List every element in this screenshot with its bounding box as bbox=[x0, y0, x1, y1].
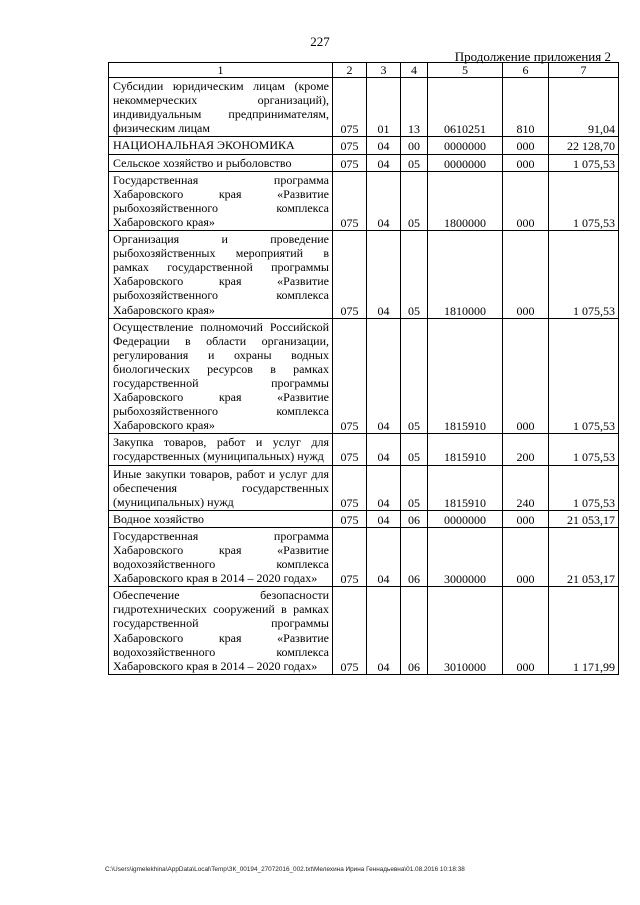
row-value-cell: 075 bbox=[333, 78, 367, 137]
header-cell: 1 bbox=[109, 63, 333, 78]
row-value-cell: 075 bbox=[333, 231, 367, 319]
row-name-cell: Сельское хозяйство и рыболовство bbox=[109, 154, 333, 171]
row-value-cell: 000 bbox=[503, 154, 549, 171]
row-value-cell: 1800000 bbox=[428, 171, 503, 230]
row-value-cell: 075 bbox=[333, 465, 367, 510]
row-value-cell: 05 bbox=[401, 465, 428, 510]
row-value-cell: 1 075,53 bbox=[549, 231, 619, 319]
row-value-cell: 04 bbox=[367, 434, 401, 465]
table-row bbox=[109, 78, 619, 137]
table-row bbox=[109, 137, 619, 154]
table-row bbox=[109, 527, 619, 586]
row-value-cell: 1 075,53 bbox=[549, 171, 619, 230]
row-value-cell: 200 bbox=[503, 434, 549, 465]
table-row bbox=[109, 465, 619, 510]
row-value-cell: 91,04 bbox=[549, 78, 619, 137]
row-name-cell: НАЦИОНАЛЬНАЯ ЭКОНОМИКА bbox=[109, 137, 333, 154]
header-cell: 7 bbox=[549, 63, 619, 78]
row-value-cell: 04 bbox=[367, 318, 401, 434]
header-row bbox=[109, 63, 619, 78]
header-cell: 3 bbox=[367, 63, 401, 78]
row-name-cell: Организация и проведение рыбохозяйственных мероприятий в рамках государственной программы Хабаровского края «Развитие рыбохозяйственного комплекса Хабаровского края» bbox=[109, 231, 333, 319]
row-value-cell: 05 bbox=[401, 231, 428, 319]
page-number: 227 bbox=[310, 34, 330, 49]
row-name-cell: Обеспечение безопасности гидротехнических сооружений в рамках государственной программы Хабаровского края «Развитие водохозяйственного комплекса Хабаровского края в 2014 – 2020 годах» bbox=[109, 587, 333, 675]
row-value-cell: 01 bbox=[367, 78, 401, 137]
row-value-cell: 1 075,53 bbox=[549, 154, 619, 171]
row-value-cell: 075 bbox=[333, 527, 367, 586]
row-name-cell: Государственная программа Хабаровского края «Развитие водохозяйственного комплекса Хабаровского края в 2014 – 2020 годах» bbox=[109, 527, 333, 586]
row-value-cell: 06 bbox=[401, 510, 428, 527]
row-value-cell: 13 bbox=[401, 78, 428, 137]
row-name-cell: Субсидии юридическим лицам (кроме некоммерческих организаций), индивидуальным предпринимателям, физическим лицам bbox=[109, 78, 333, 137]
table-row bbox=[109, 510, 619, 527]
row-name-cell: Водное хозяйство bbox=[109, 510, 333, 527]
row-value-cell: 0000000 bbox=[428, 154, 503, 171]
row-value-cell: 075 bbox=[333, 137, 367, 154]
row-value-cell: 1815910 bbox=[428, 318, 503, 434]
row-value-cell: 000 bbox=[503, 171, 549, 230]
header-cell: 2 bbox=[333, 63, 367, 78]
row-value-cell: 1810000 bbox=[428, 231, 503, 319]
row-value-cell: 1815910 bbox=[428, 465, 503, 510]
table-row bbox=[109, 171, 619, 230]
row-value-cell: 000 bbox=[503, 587, 549, 675]
row-value-cell: 1 171,99 bbox=[549, 587, 619, 675]
row-value-cell: 3000000 bbox=[428, 527, 503, 586]
row-name-cell: Закупка товаров, работ и услуг для государственных (муниципальных) нужд bbox=[109, 434, 333, 465]
file-path-footer: C:\Users\igmelekhina\AppData\Local\Temp\ЗК_00194_27072016_002.txt\Мелехина Ирина Геннадьевна\01.08.2016 10:18:38 bbox=[105, 866, 465, 873]
row-value-cell: 04 bbox=[367, 171, 401, 230]
row-value-cell: 21 053,17 bbox=[549, 510, 619, 527]
row-value-cell: 04 bbox=[367, 510, 401, 527]
row-value-cell: 21 053,17 bbox=[549, 527, 619, 586]
row-value-cell: 06 bbox=[401, 587, 428, 675]
row-value-cell: 0000000 bbox=[428, 510, 503, 527]
table-row bbox=[109, 231, 619, 319]
row-value-cell: 3010000 bbox=[428, 587, 503, 675]
row-name-cell: Осуществление полномочий Российской Федерации в области организации, регулирования и охраны водных биологических ресурсов в рамках государственной программы Хабаровского края «Развитие рыбохозяйственного комплекса Хабаровского края» bbox=[109, 318, 333, 434]
row-value-cell: 1 075,53 bbox=[549, 434, 619, 465]
table-row bbox=[109, 318, 619, 434]
row-value-cell: 1 075,53 bbox=[549, 318, 619, 434]
row-value-cell: 1 075,53 bbox=[549, 465, 619, 510]
header-cell: 4 bbox=[401, 63, 428, 78]
row-value-cell: 000 bbox=[503, 231, 549, 319]
row-value-cell: 04 bbox=[367, 587, 401, 675]
row-value-cell: 05 bbox=[401, 318, 428, 434]
row-value-cell: 240 bbox=[503, 465, 549, 510]
row-value-cell: 06 bbox=[401, 527, 428, 586]
header-cell: 5 bbox=[428, 63, 503, 78]
row-value-cell: 075 bbox=[333, 318, 367, 434]
row-value-cell: 075 bbox=[333, 434, 367, 465]
continuation-caption: Продолжение приложения 2 bbox=[454, 49, 611, 64]
row-value-cell: 05 bbox=[401, 154, 428, 171]
row-value-cell: 0000000 bbox=[428, 137, 503, 154]
row-value-cell: 04 bbox=[367, 137, 401, 154]
row-value-cell: 05 bbox=[401, 434, 428, 465]
row-value-cell: 000 bbox=[503, 510, 549, 527]
row-value-cell: 0610251 bbox=[428, 78, 503, 137]
row-value-cell: 00 bbox=[401, 137, 428, 154]
row-value-cell: 04 bbox=[367, 465, 401, 510]
row-value-cell: 810 bbox=[503, 78, 549, 137]
row-value-cell: 22 128,70 bbox=[549, 137, 619, 154]
row-value-cell: 000 bbox=[503, 527, 549, 586]
row-value-cell: 04 bbox=[367, 527, 401, 586]
row-name-cell: Иные закупки товаров, работ и услуг для обеспечения государственных (муниципальных) нужд bbox=[109, 465, 333, 510]
row-value-cell: 04 bbox=[367, 231, 401, 319]
row-value-cell: 1815910 bbox=[428, 434, 503, 465]
table-row bbox=[109, 434, 619, 465]
row-value-cell: 075 bbox=[333, 587, 367, 675]
row-value-cell: 075 bbox=[333, 510, 367, 527]
budget-table bbox=[108, 62, 619, 675]
row-value-cell: 075 bbox=[333, 171, 367, 230]
row-value-cell: 000 bbox=[503, 137, 549, 154]
row-value-cell: 075 bbox=[333, 154, 367, 171]
row-value-cell: 000 bbox=[503, 318, 549, 434]
row-name-cell: Государственная программа Хабаровского края «Развитие рыбохозяйственного комплекса Хабаровского края» bbox=[109, 171, 333, 230]
row-value-cell: 04 bbox=[367, 154, 401, 171]
table-row bbox=[109, 154, 619, 171]
table-row bbox=[109, 587, 619, 675]
header-cell: 6 bbox=[503, 63, 549, 78]
row-value-cell: 05 bbox=[401, 171, 428, 230]
